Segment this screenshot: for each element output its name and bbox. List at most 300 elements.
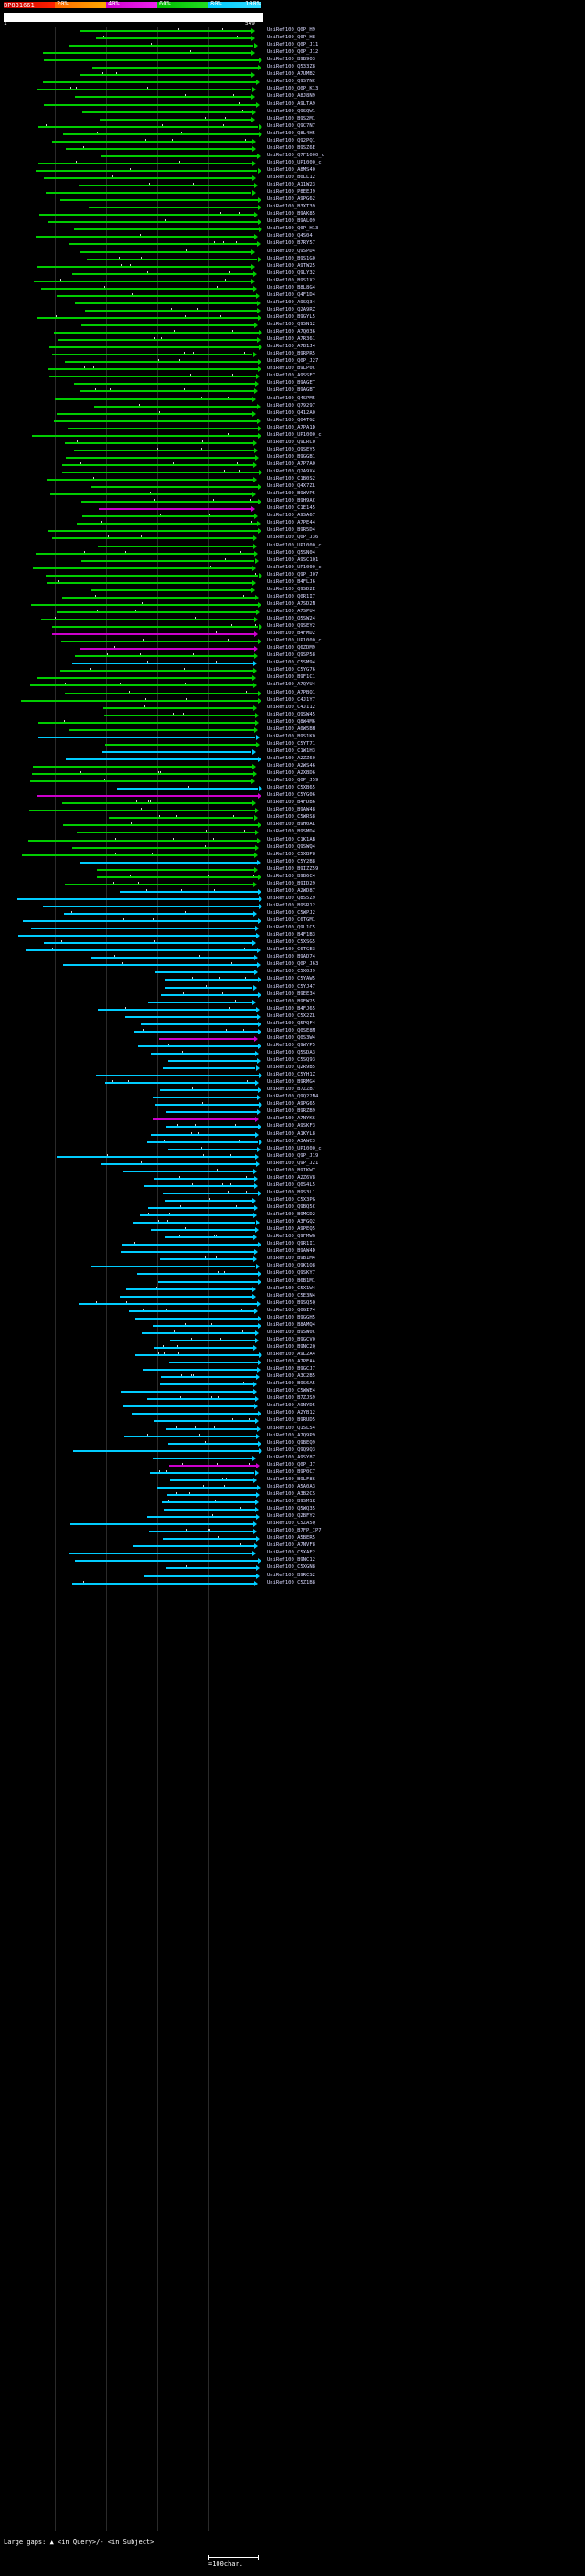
hit-accession-label[interactable]: UniRef100_A8MS40 — [267, 166, 315, 173]
hsp-bar[interactable] — [69, 243, 256, 245]
hit-accession-label[interactable]: UniRef100_B9SR12 — [267, 902, 315, 908]
hsp-bar[interactable] — [163, 1193, 258, 1194]
hit-accession-label[interactable]: UniRef100_UP1000_c — [267, 431, 322, 438]
hit-accession-label[interactable]: UniRef100_Q2A9RZ — [267, 306, 315, 313]
hit-accession-label[interactable]: UniRef100_C1K1AB — [267, 836, 315, 843]
hit-accession-label[interactable]: UniRef100_B9RCS2 — [267, 1572, 315, 1578]
hit-accession-label[interactable]: UniRef100_B4F1B3 — [267, 932, 315, 938]
hit-accession-label[interactable]: UniRef100_C5SM94 — [267, 660, 315, 666]
hsp-bar[interactable] — [50, 493, 252, 495]
hit-accession-label[interactable]: UniRef100_A3FGQ2 — [267, 1219, 315, 1225]
hit-accession-label[interactable]: UniRef100_Q5SW24 — [267, 616, 315, 621]
hsp-bar[interactable] — [73, 1450, 259, 1452]
hsp-bar[interactable] — [167, 1494, 257, 1496]
hsp-bar[interactable] — [29, 810, 255, 811]
hsp-bar[interactable] — [122, 1244, 259, 1246]
hit-accession-label[interactable]: UniRef100_P8EEJ9 — [267, 189, 315, 196]
hit-accession-label[interactable]: UniRef100_A1KYL8 — [267, 1130, 315, 1137]
hsp-bar[interactable] — [147, 1516, 256, 1518]
hit-accession-label[interactable]: UniRef100_Q9SPD4 — [267, 248, 315, 254]
hsp-bar[interactable] — [121, 1391, 253, 1393]
hit-accession-label[interactable]: UniRef100_C6TGM1 — [267, 917, 315, 924]
hsp-bar[interactable] — [153, 1118, 255, 1120]
hsp-bar[interactable] — [48, 530, 257, 532]
hsp-bar[interactable] — [105, 1082, 256, 1084]
hit-accession-label[interactable]: UniRef100_C4J1Y7 — [267, 696, 315, 703]
hsp-bar[interactable] — [144, 1575, 257, 1577]
hsp-bar[interactable] — [97, 876, 258, 878]
hit-accession-label[interactable]: UniRef100_Q0GI74 — [267, 1307, 315, 1313]
hsp-bar[interactable] — [147, 1141, 259, 1143]
hit-accession-label[interactable]: UniRef100_Q0P_J12 — [267, 49, 319, 56]
hit-accession-label[interactable]: UniRef100_Q9K1Q8 — [267, 1263, 315, 1269]
hsp-bar[interactable] — [94, 406, 257, 408]
hit-accession-label[interactable]: UniRef100_Q9S7NC — [267, 79, 315, 85]
hit-accession-label[interactable]: UniRef100_C5XGN8 — [267, 1564, 315, 1571]
hit-accession-label[interactable]: UniRef100_A9SY8Z — [267, 1454, 315, 1460]
hit-accession-label[interactable]: UniRef100_A7SD2N — [267, 600, 315, 607]
hsp-bar[interactable] — [75, 302, 257, 304]
hit-accession-label[interactable]: UniRef100_A5BER5 — [267, 1535, 315, 1542]
hit-accession-label[interactable]: UniRef100_A7R361 — [267, 336, 315, 343]
hit-accession-label[interactable]: UniRef100_B4FJ65 — [267, 1005, 315, 1012]
hit-accession-label[interactable]: UniRef100_Q5SN04 — [267, 549, 315, 556]
hsp-bar[interactable] — [120, 891, 258, 893]
hit-accession-label[interactable]: UniRef100_A9TW25 — [267, 262, 315, 269]
hsp-bar[interactable] — [140, 1214, 253, 1216]
hit-accession-label[interactable]: UniRef100_B9RPR5 — [267, 351, 315, 357]
hit-accession-label[interactable]: UniRef100_B9SW0C — [267, 1329, 315, 1335]
hit-accession-label[interactable]: UniRef100_A0W5BH — [267, 726, 315, 732]
hit-accession-label[interactable]: UniRef100_C4J112 — [267, 704, 315, 710]
hsp-bar[interactable] — [135, 1354, 259, 1356]
hsp-bar[interactable] — [72, 273, 253, 275]
hit-accession-label[interactable]: UniRef100_A9NYD5 — [267, 1403, 315, 1409]
hit-accession-label[interactable]: UniRef100_C5E3N4 — [267, 1292, 315, 1299]
hit-accession-label[interactable]: UniRef100_B9LP0C — [267, 366, 315, 372]
hsp-bar[interactable] — [18, 935, 256, 937]
hsp-bar[interactable] — [44, 942, 252, 944]
hit-accession-label[interactable]: UniRef100_Q9WYP5 — [267, 1042, 315, 1048]
hsp-bar[interactable] — [48, 221, 258, 223]
hsp-bar[interactable] — [64, 913, 253, 915]
hsp-bar[interactable] — [62, 472, 259, 473]
hsp-bar[interactable] — [168, 1149, 258, 1150]
hit-accession-label[interactable]: UniRef100_B9GYL5 — [267, 313, 315, 320]
hsp-bar[interactable] — [148, 1207, 254, 1209]
hsp-bar[interactable] — [60, 199, 259, 201]
hsp-bar[interactable] — [138, 1045, 259, 1047]
hsp-bar[interactable] — [22, 854, 254, 856]
hsp-bar[interactable] — [33, 766, 253, 768]
hsp-bar[interactable] — [121, 1251, 255, 1253]
hit-accession-label[interactable]: UniRef100_Q9P_J21 — [267, 1160, 319, 1166]
hsp-bar[interactable] — [38, 163, 252, 164]
hsp-bar[interactable] — [103, 707, 253, 709]
hsp-bar[interactable] — [126, 1288, 252, 1290]
hit-accession-label[interactable]: UniRef100_B9R5D4 — [267, 527, 315, 534]
hit-accession-label[interactable]: UniRef100_A7NYK6 — [267, 1116, 315, 1122]
hsp-bar[interactable] — [74, 228, 259, 230]
hit-accession-label[interactable]: UniRef100_C5Z1B8 — [267, 1579, 315, 1585]
hsp-bar[interactable] — [158, 1281, 258, 1283]
hit-accession-label[interactable]: UniRef100_Q0P_J7 — [267, 1461, 315, 1468]
hit-accession-label[interactable]: UniRef100_A9PG65 — [267, 1101, 315, 1108]
hsp-bar[interactable] — [155, 971, 255, 973]
hit-accession-label[interactable]: UniRef100_A7PA1D — [267, 424, 315, 430]
hit-accession-label[interactable]: UniRef100_B7ZZB7 — [267, 1087, 315, 1093]
hsp-bar[interactable] — [133, 1222, 255, 1224]
hsp-bar[interactable] — [169, 1465, 257, 1467]
hit-accession-label[interactable]: UniRef100_B9AL09 — [267, 218, 315, 225]
hsp-bar[interactable] — [100, 119, 251, 121]
hit-accession-label[interactable]: UniRef100_B9B1M4 — [267, 1256, 315, 1262]
hsp-bar[interactable] — [69, 729, 254, 731]
hit-accession-label[interactable]: UniRef100_B9GCJ7 — [267, 1366, 315, 1373]
hsp-bar[interactable] — [154, 1178, 254, 1180]
hsp-bar[interactable] — [58, 339, 258, 341]
hit-accession-label[interactable]: UniRef100_Q5SDA3 — [267, 1049, 315, 1055]
hit-accession-label[interactable]: UniRef100_Q9SKY7 — [267, 1270, 315, 1277]
hsp-bar[interactable] — [41, 619, 254, 620]
hit-accession-label[interactable]: UniRef100_C6TGE3 — [267, 947, 315, 953]
hsp-bar[interactable] — [99, 508, 251, 510]
hit-accession-label[interactable]: UniRef100_A7PBQ1 — [267, 689, 315, 695]
hit-accession-label[interactable]: UniRef100_B9S1X2 — [267, 277, 315, 283]
hit-accession-label[interactable]: UniRef100_B0LL12 — [267, 175, 315, 180]
hit-accession-label[interactable]: UniRef100_Q0P_J11 — [267, 42, 319, 48]
hsp-bar[interactable] — [54, 332, 259, 334]
hsp-bar[interactable] — [137, 1273, 258, 1275]
hsp-bar[interactable] — [63, 964, 257, 966]
hit-accession-label[interactable]: UniRef100_C5YJ47 — [267, 983, 315, 990]
hsp-bar[interactable] — [80, 251, 252, 253]
hsp-bar[interactable] — [165, 1200, 252, 1202]
hit-accession-label[interactable]: UniRef100_B9GCV0 — [267, 1336, 315, 1342]
hit-accession-label[interactable]: UniRef100_Q9SEY5 — [267, 446, 315, 452]
hit-accession-label[interactable]: UniRef100_UP1000_c — [267, 1145, 322, 1151]
hsp-bar[interactable] — [48, 368, 258, 370]
hit-accession-label[interactable]: UniRef100_Q9SW45 — [267, 711, 315, 717]
hsp-bar[interactable] — [170, 1479, 254, 1481]
hit-accession-label[interactable]: UniRef100_C5X1W4 — [267, 1285, 315, 1291]
hsp-bar[interactable] — [151, 1053, 255, 1055]
hsp-bar[interactable] — [72, 663, 253, 664]
hit-accession-label[interactable]: UniRef100_Q9SP58 — [267, 652, 315, 659]
hsp-bar[interactable] — [74, 383, 255, 385]
hsp-bar[interactable] — [144, 1185, 254, 1187]
hit-accession-label[interactable]: UniRef100_Q2A9X4 — [267, 469, 315, 474]
hit-accession-label[interactable]: UniRef100_B9S6A5 — [267, 1381, 315, 1387]
hsp-bar[interactable] — [21, 700, 258, 702]
hit-accession-label[interactable]: UniRef100_Q9Q9Q3 — [267, 1447, 315, 1453]
hit-accession-label[interactable]: UniRef100_C5XAE2 — [267, 1550, 315, 1556]
hit-accession-label[interactable]: UniRef100_Q0P_H9 — [267, 27, 315, 33]
hsp-bar[interactable] — [142, 1332, 255, 1334]
hsp-bar[interactable] — [164, 1509, 256, 1511]
hit-accession-label[interactable]: UniRef100_Q533Z8 — [267, 64, 315, 70]
hit-accession-label[interactable]: UniRef100_B9SM1K — [267, 1499, 315, 1504]
hsp-bar[interactable] — [81, 560, 254, 562]
hit-accession-label[interactable]: UniRef100_B9RUD5 — [267, 1417, 315, 1424]
hsp-bar[interactable] — [91, 589, 250, 591]
hsp-bar[interactable] — [66, 758, 258, 760]
hit-accession-label[interactable]: UniRef100_A8J8N9 — [267, 93, 315, 100]
hit-accession-label[interactable]: UniRef100_Q0P_J59 — [267, 778, 319, 784]
hit-accession-label[interactable]: UniRef100_B9NC2Q — [267, 1343, 315, 1350]
hit-accession-label[interactable]: UniRef100_Q0SE8M — [267, 1027, 315, 1034]
hit-accession-label[interactable]: UniRef100_Q0P_H8 — [267, 35, 315, 41]
hit-accession-label[interactable]: UniRef100_B9S2M1 — [267, 115, 315, 122]
hsp-bar[interactable] — [75, 96, 251, 98]
hit-accession-label[interactable]: UniRef100_Q5PQF4 — [267, 1020, 315, 1026]
hsp-bar[interactable] — [34, 281, 251, 282]
hit-accession-label[interactable]: UniRef100_C5WPJ2 — [267, 910, 315, 916]
hsp-bar[interactable] — [149, 1531, 253, 1532]
hit-accession-label[interactable]: UniRef100_Q92PQ1 — [267, 137, 315, 143]
hsp-bar[interactable] — [38, 722, 255, 724]
hit-accession-label[interactable]: UniRef100_B9SMD4 — [267, 829, 315, 835]
hsp-bar[interactable] — [80, 862, 257, 864]
hsp-bar[interactable] — [79, 1303, 258, 1305]
hsp-bar[interactable] — [98, 546, 253, 547]
hsp-bar[interactable] — [37, 89, 251, 90]
hit-accession-label[interactable]: UniRef100_C5X0J9 — [267, 969, 315, 975]
hit-accession-label[interactable]: UniRef100_C5YG06 — [267, 792, 315, 799]
hsp-bar[interactable] — [102, 751, 251, 753]
hit-accession-label[interactable]: UniRef100_C5ZA5Q — [267, 1521, 315, 1527]
hit-accession-label[interactable]: UniRef100_A9SSE7 — [267, 373, 315, 379]
hsp-bar[interactable] — [143, 1369, 257, 1371]
hsp-bar[interactable] — [91, 1266, 256, 1267]
hit-accession-label[interactable]: UniRef100_A7NVF8 — [267, 1542, 315, 1549]
hit-accession-label[interactable]: UniRef100_B3XT39 — [267, 204, 315, 210]
hit-accession-label[interactable]: UniRef100_C1E145 — [267, 505, 315, 512]
hit-accession-label[interactable]: UniRef100_Q0S3W4 — [267, 1034, 315, 1041]
hit-accession-label[interactable]: UniRef100_B9F1C1 — [267, 674, 315, 681]
hsp-bar[interactable] — [98, 1009, 257, 1011]
hit-accession-label[interactable]: UniRef100_A9PEQ5 — [267, 1226, 315, 1233]
hit-accession-label[interactable]: UniRef100_B9AGET — [267, 380, 315, 387]
hsp-bar[interactable] — [133, 1545, 255, 1547]
hsp-bar[interactable] — [148, 1002, 252, 1003]
hsp-bar[interactable] — [166, 1111, 258, 1113]
hsp-bar[interactable] — [169, 1362, 258, 1363]
hsp-bar[interactable] — [80, 30, 252, 32]
hsp-bar[interactable] — [30, 780, 251, 782]
hsp-bar[interactable] — [52, 537, 254, 539]
hsp-bar[interactable] — [52, 354, 253, 355]
hit-accession-label[interactable]: UniRef100_Q8S5Z9 — [267, 895, 315, 901]
hsp-bar[interactable] — [161, 994, 259, 996]
hit-accession-label[interactable]: UniRef100_Q0P_J63 — [267, 961, 319, 968]
hit-accession-label[interactable]: UniRef100_A9LTA9 — [267, 101, 315, 107]
hsp-bar[interactable] — [163, 1067, 256, 1069]
hsp-bar[interactable] — [23, 920, 258, 922]
hsp-bar[interactable] — [57, 295, 256, 297]
hit-accession-label[interactable]: UniRef100_UP1000_c — [267, 564, 322, 570]
hsp-bar[interactable] — [52, 633, 254, 635]
hit-accession-label[interactable]: UniRef100_B4FLJ6 — [267, 578, 315, 585]
hit-accession-label[interactable]: UniRef100_A2WD87 — [267, 887, 315, 894]
hit-accession-label[interactable]: UniRef100_A2YB12 — [267, 1410, 315, 1416]
hit-accession-label[interactable]: UniRef100_C5XB65 — [267, 785, 315, 791]
hit-accession-label[interactable]: UniRef100_B9MGD2 — [267, 1212, 315, 1218]
hit-accession-label[interactable]: UniRef100_B9IZZ59 — [267, 865, 319, 872]
hit-accession-label[interactable]: UniRef100_C5X3PG — [267, 1196, 315, 1203]
hsp-bar[interactable] — [41, 288, 253, 290]
hit-accession-label[interactable]: UniRef100_A7PE44 — [267, 520, 315, 526]
hsp-bar[interactable] — [147, 1398, 255, 1400]
hsp-bar[interactable] — [151, 1134, 255, 1136]
hit-accession-label[interactable]: UniRef100_A9SQ34 — [267, 299, 315, 305]
hit-accession-label[interactable]: UniRef100_C5SQ93 — [267, 1057, 315, 1063]
hsp-bar[interactable] — [26, 949, 257, 951]
hsp-bar[interactable] — [54, 420, 257, 422]
hit-accession-label[interactable]: UniRef100_Q4S04 — [267, 233, 313, 239]
hsp-bar[interactable] — [101, 155, 258, 157]
hit-accession-label[interactable]: UniRef100_B9AD74 — [267, 954, 315, 960]
hit-accession-label[interactable]: UniRef100_A3C2B5 — [267, 1373, 315, 1380]
hsp-bar[interactable] — [66, 457, 255, 459]
hsp-bar[interactable] — [66, 148, 252, 150]
hsp-bar[interactable] — [17, 898, 259, 900]
hsp-bar[interactable] — [32, 435, 258, 437]
hit-accession-label[interactable]: UniRef100_B9EW25 — [267, 998, 315, 1004]
hit-accession-label[interactable]: UniRef100_C5YT71 — [267, 740, 315, 747]
hsp-bar[interactable] — [52, 141, 251, 143]
hit-accession-label[interactable]: UniRef100_B9S1K0 — [267, 733, 315, 739]
hit-accession-label[interactable]: UniRef100_C1W1H3 — [267, 747, 315, 754]
hsp-bar[interactable] — [97, 869, 254, 871]
hsp-bar[interactable] — [109, 817, 254, 819]
hsp-bar[interactable] — [69, 1553, 252, 1554]
hit-accession-label[interactable]: UniRef100_A9SC1Q1 — [267, 557, 319, 563]
hit-accession-label[interactable]: UniRef100_A3AWC3 — [267, 1138, 315, 1144]
hsp-bar[interactable] — [49, 376, 256, 377]
hsp-bar[interactable] — [65, 693, 259, 694]
hit-accession-label[interactable]: UniRef100_Q9Q22N4 — [267, 1094, 319, 1100]
hit-accession-label[interactable]: UniRef100_C5YAW5 — [267, 976, 315, 982]
hsp-bar[interactable] — [37, 677, 252, 679]
hit-accession-label[interactable]: UniRef100_B9B6C4 — [267, 873, 315, 879]
hit-accession-label[interactable]: UniRef100_A7QYU4 — [267, 682, 315, 688]
hsp-bar[interactable] — [81, 501, 258, 503]
hit-accession-label[interactable]: UniRef100_B9LF86 — [267, 1476, 315, 1482]
hit-accession-label[interactable]: UniRef100_B9P0C7 — [267, 1468, 315, 1475]
hsp-bar[interactable] — [44, 177, 252, 179]
hit-accession-label[interactable]: UniRef100_Q9BQ5C — [267, 1204, 315, 1210]
hsp-bar[interactable] — [57, 611, 256, 613]
hit-accession-label[interactable]: UniRef100_B6B1M1 — [267, 1277, 315, 1284]
hit-accession-label[interactable]: UniRef100_Q9SD2E — [267, 586, 315, 592]
hit-accession-label[interactable]: UniRef100_C5XSG5 — [267, 939, 315, 946]
hit-accession-label[interactable]: UniRef100_Q9SN12 — [267, 322, 315, 327]
hit-accession-label[interactable]: UniRef100_B9RZB9 — [267, 1108, 315, 1115]
hit-accession-label[interactable]: UniRef100_B7ZJS9 — [267, 1395, 315, 1402]
hsp-bar[interactable] — [30, 684, 252, 686]
hit-accession-label[interactable]: UniRef100_Q4X7ZL — [267, 483, 315, 490]
hsp-bar[interactable] — [62, 597, 255, 599]
hit-accession-label[interactable]: UniRef100_B4FMD2 — [267, 631, 315, 637]
hsp-bar[interactable] — [141, 1023, 258, 1025]
hsp-bar[interactable] — [65, 442, 254, 444]
hit-accession-label[interactable]: UniRef100_B9GGB1 — [267, 453, 315, 460]
hsp-bar[interactable] — [36, 236, 254, 238]
hit-accession-label[interactable]: UniRef100_A11W23 — [267, 182, 315, 188]
hsp-bar[interactable] — [65, 361, 258, 363]
hsp-bar[interactable] — [170, 1340, 255, 1341]
hit-accession-label[interactable]: UniRef100_B9AGBT — [267, 387, 315, 394]
hit-accession-label[interactable]: UniRef100_Q0P_K13 — [267, 86, 319, 92]
hit-accession-label[interactable]: UniRef100_B8AMQ4 — [267, 1321, 315, 1328]
hsp-bar[interactable] — [81, 324, 254, 326]
hit-accession-label[interactable]: UniRef100_C5X2ZL — [267, 1012, 315, 1019]
hsp-bar[interactable] — [160, 1089, 258, 1091]
hit-accession-label[interactable]: UniRef100_C1B0S2 — [267, 476, 315, 482]
hit-accession-label[interactable]: UniRef100_Q9LY32 — [267, 270, 315, 276]
hit-accession-label[interactable]: UniRef100_UP1000_c — [267, 159, 322, 165]
hsp-bar[interactable] — [72, 1583, 254, 1585]
hsp-bar[interactable] — [135, 1318, 259, 1320]
hit-accession-label[interactable]: UniRef100_Q2R9B5 — [267, 1065, 315, 1071]
hsp-bar[interactable] — [89, 207, 258, 208]
hit-accession-label[interactable]: UniRef100_Q9FMWG — [267, 1234, 315, 1240]
hit-accession-label[interactable]: UniRef100_Q412A0 — [267, 409, 315, 416]
hsp-bar[interactable] — [120, 1296, 252, 1298]
hsp-bar[interactable] — [77, 523, 257, 525]
hit-accession-label[interactable]: UniRef100_Q4SPM5 — [267, 395, 315, 401]
hsp-bar[interactable] — [80, 74, 251, 76]
hsp-bar[interactable] — [52, 626, 258, 628]
hit-accession-label[interactable]: UniRef100_Q9R1I1 — [267, 1241, 315, 1247]
hit-accession-label[interactable]: UniRef100_C5YG76 — [267, 667, 315, 673]
hsp-bar[interactable] — [165, 979, 258, 981]
hsp-bar[interactable] — [125, 1016, 257, 1018]
hit-accession-label[interactable]: UniRef100_B9GGH5 — [267, 1314, 315, 1320]
hit-accession-label[interactable]: UniRef100_UP1000_c — [267, 542, 322, 548]
hsp-bar[interactable] — [123, 1405, 254, 1407]
hsp-bar[interactable] — [37, 317, 258, 319]
hsp-bar[interactable] — [166, 1567, 256, 1569]
hsp-bar[interactable] — [159, 1038, 254, 1040]
hsp-bar[interactable] — [87, 259, 257, 260]
hit-accession-label[interactable]: UniRef100_C5Y2B8 — [267, 858, 315, 864]
hsp-bar[interactable] — [96, 1075, 259, 1076]
hsp-bar[interactable] — [155, 1104, 258, 1106]
hit-accession-label[interactable]: UniRef100_Q0R1I7 — [267, 593, 315, 599]
hit-accession-label[interactable]: UniRef100_Q0P_H13 — [267, 226, 319, 232]
hit-accession-label[interactable]: UniRef100_Q9LRCO — [267, 439, 315, 445]
hsp-bar[interactable] — [153, 1325, 258, 1327]
hit-accession-label[interactable]: UniRef100_A2ZZ60 — [267, 755, 315, 761]
hit-accession-label[interactable]: UniRef100_Q0S4L5 — [267, 1182, 315, 1188]
hsp-bar[interactable] — [62, 802, 252, 804]
hit-accession-label[interactable]: UniRef100_A9L2A4 — [267, 1352, 315, 1357]
hsp-bar[interactable] — [31, 928, 255, 929]
hit-accession-label[interactable]: UniRef100_B9AW4D — [267, 1248, 315, 1255]
hsp-bar[interactable] — [43, 906, 259, 907]
hit-accession-label[interactable]: UniRef100_A7UMB2 — [267, 71, 315, 78]
hit-accession-label[interactable]: UniRef100_Q6ZDM9 — [267, 645, 315, 652]
hit-accession-label[interactable]: UniRef100_A7Q9P9 — [267, 1432, 315, 1438]
hit-accession-label[interactable]: UniRef100_Q0P_J27 — [267, 358, 319, 365]
hit-accession-label[interactable]: UniRef100_A7SPU4 — [267, 608, 315, 614]
hsp-bar[interactable] — [92, 67, 259, 69]
hit-accession-label[interactable]: UniRef100_Q5WQ35 — [267, 1506, 315, 1512]
hsp-bar[interactable] — [157, 1487, 257, 1489]
hit-accession-label[interactable]: UniRef100_Q9BEQ9 — [267, 1439, 315, 1446]
